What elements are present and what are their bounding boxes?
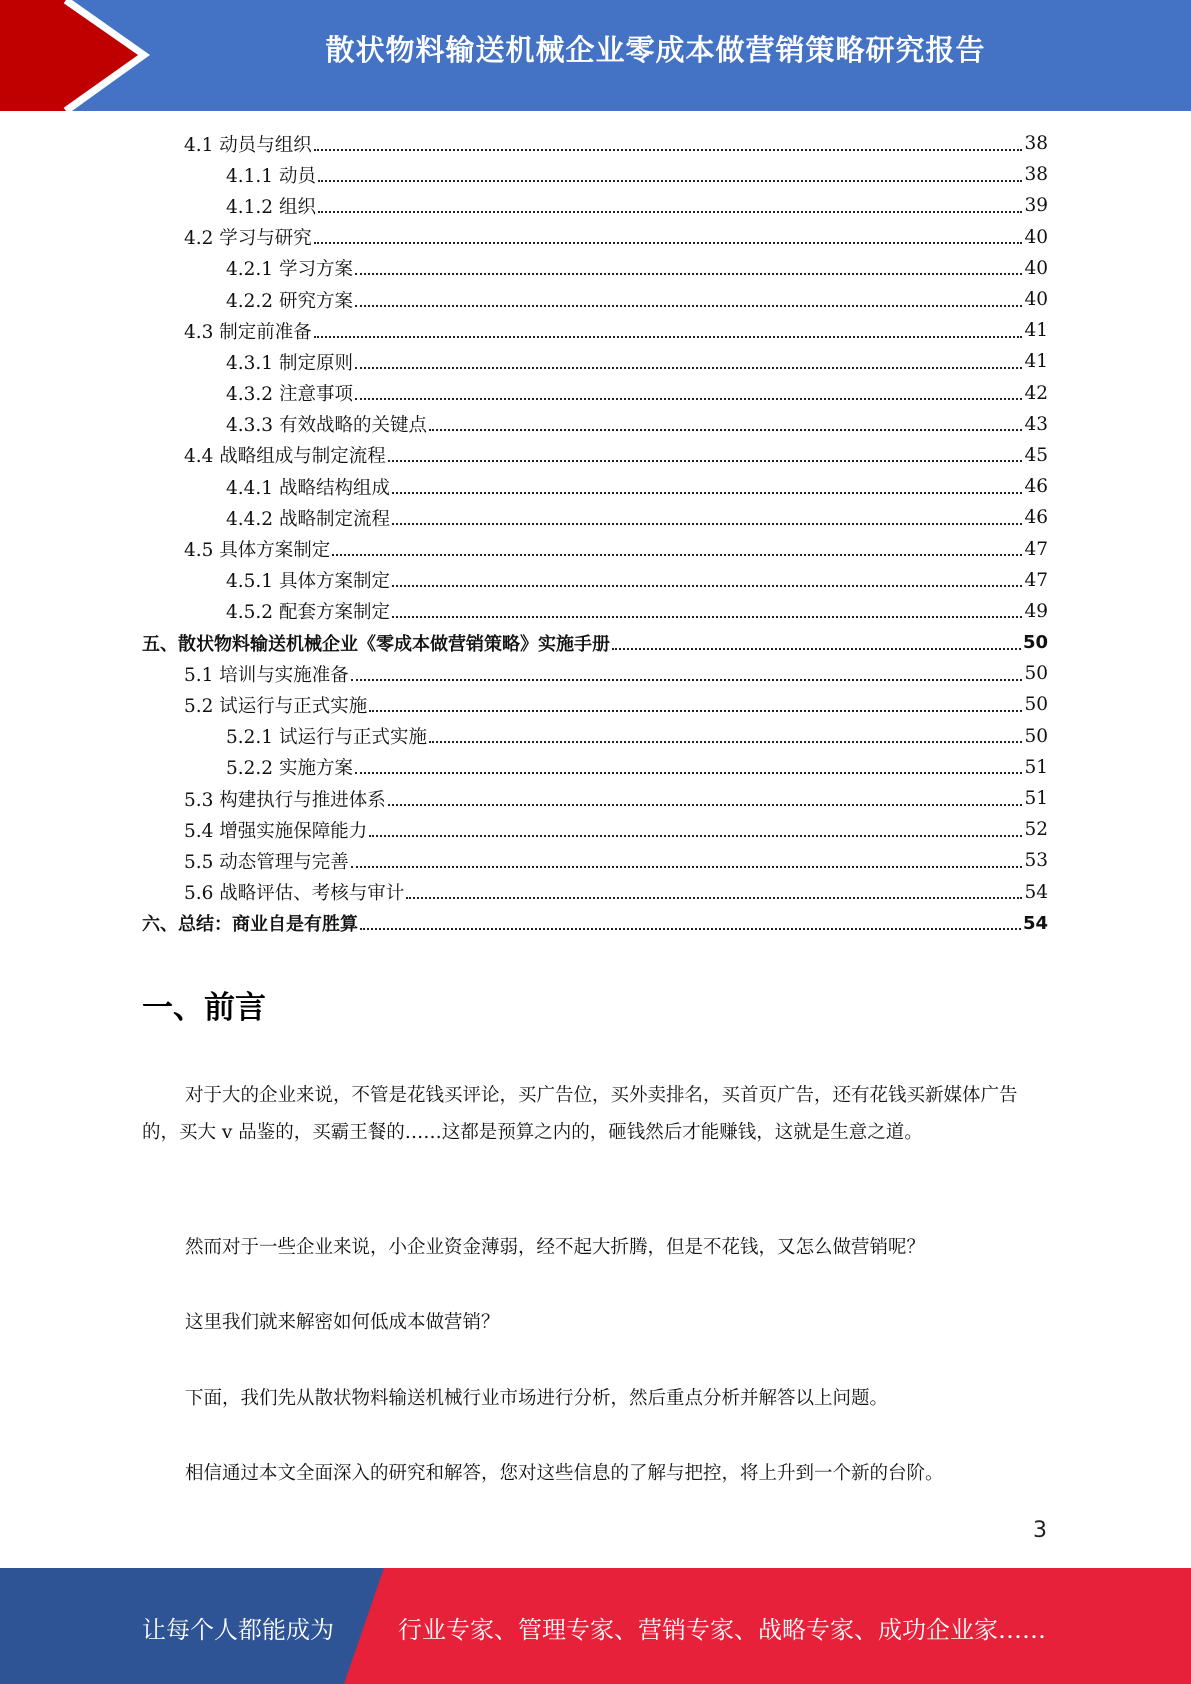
toc-entry[interactable]	[142, 752, 1048, 783]
toc-entry[interactable]	[142, 689, 1048, 720]
section-heading: 一、前言	[142, 990, 266, 1026]
toc-leader-dots	[392, 492, 1022, 494]
toc-entry-label: 六、总结：商业自是有胜算	[142, 914, 358, 936]
toc-entry-page: 41	[1024, 351, 1048, 373]
toc-entry[interactable]	[142, 315, 1048, 346]
toc-leader-dots	[351, 866, 1023, 868]
toc-leader-dots	[392, 585, 1022, 587]
toc-entry-label: 5.5 动态管理与完善	[184, 851, 349, 873]
toc-entry-page: 46	[1024, 507, 1048, 529]
toc-entry[interactable]	[142, 845, 1048, 876]
toc-entry-page: 41	[1024, 320, 1048, 342]
toc-entry[interactable]	[142, 128, 1048, 159]
toc-entry[interactable]	[142, 565, 1048, 596]
toc-entry[interactable]	[142, 471, 1048, 502]
table-of-contents	[142, 128, 1048, 939]
toc-entry-label: 4.1.1 动员	[226, 165, 316, 187]
toc-leader-dots	[360, 928, 1021, 930]
toc-entry-page: 50	[1024, 725, 1048, 747]
toc-entry[interactable]	[142, 502, 1048, 533]
toc-entry[interactable]	[142, 378, 1048, 409]
toc-entry-page: 47	[1024, 569, 1048, 591]
toc-leader-dots	[351, 679, 1023, 681]
body-paragraph: 然而对于一些企业来说，小企业资金薄弱，经不起大折腾，但是不花钱，又怎么做营销呢？	[185, 1237, 926, 1258]
report-title: 散状物料输送机械企业零成本做营销策略研究报告	[325, 33, 986, 67]
toc-leader-dots	[429, 429, 1022, 431]
toc-entry-label: 5.1 培训与实施准备	[184, 664, 349, 686]
toc-entry[interactable]	[142, 222, 1048, 253]
toc-entry[interactable]	[142, 596, 1048, 627]
toc-entry[interactable]	[142, 877, 1048, 908]
toc-entry[interactable]	[142, 190, 1048, 221]
toc-leader-dots	[612, 648, 1021, 650]
toc-entry-page: 46	[1024, 476, 1048, 498]
toc-entry-page: 54	[1022, 912, 1048, 934]
body-paragraph: 对于大的企业来说，不管是花钱买评论，买广告位，买外卖排名，买首页广告，还有花钱买新媒体广告的，买大 v 品鉴的，买霸王餐的……这都是预算之内的，砸钱然后才能赚钱，这就是生意之道。	[142, 1085, 1018, 1143]
toc-leader-dots	[429, 741, 1022, 743]
toc-entry-page: 54	[1024, 881, 1048, 903]
toc-entry-label: 4.5.2 配套方案制定	[226, 602, 390, 624]
toc-entry[interactable]	[142, 814, 1048, 845]
toc-leader-dots	[388, 460, 1023, 462]
toc-entry[interactable]	[142, 783, 1048, 814]
toc-entry[interactable]	[142, 284, 1048, 315]
toc-leader-dots	[332, 554, 1022, 556]
toc-leader-dots	[369, 710, 1022, 712]
toc-entry-page: 53	[1024, 850, 1048, 872]
toc-leader-dots	[392, 523, 1022, 525]
toc-entry-page: 45	[1024, 444, 1048, 466]
toc-entry-page: 51	[1024, 756, 1048, 778]
toc-entry-label: 4.3 制定前准备	[184, 321, 312, 343]
toc-entry[interactable]	[142, 721, 1048, 752]
page-header	[0, 0, 1191, 111]
toc-leader-dots	[355, 305, 1023, 307]
toc-leader-dots	[388, 804, 1023, 806]
toc-entry-page: 50	[1024, 663, 1048, 685]
footer-slogan-right: 行业专家、管理专家、营销专家、战略专家、成功企业家……	[398, 1616, 1046, 1644]
toc-entry-label: 5.6 战略评估、考核与审计	[184, 883, 405, 905]
toc-entry-page: 50	[1024, 694, 1048, 716]
toc-entry[interactable]	[142, 908, 1048, 939]
toc-leader-dots	[369, 835, 1022, 837]
toc-entry-label: 4.5 具体方案制定	[184, 540, 331, 562]
footer-slogan-left: 让每个人都能成为	[142, 1616, 334, 1644]
toc-entry-label: 5.3 构建执行与推进体系	[184, 789, 386, 811]
toc-entry-page: 43	[1024, 413, 1048, 435]
toc-entry[interactable]	[142, 346, 1048, 377]
toc-entry-page: 47	[1024, 538, 1048, 560]
toc-entry-page: 38	[1024, 164, 1048, 186]
toc-leader-dots	[355, 772, 1023, 774]
toc-leader-dots	[318, 211, 1023, 213]
toc-entry-label: 4.2 学习与研究	[184, 228, 312, 250]
body-paragraph: 这里我们就来解密如何低成本做营销？	[185, 1312, 500, 1333]
toc-leader-dots	[355, 398, 1023, 400]
toc-entry[interactable]	[142, 658, 1048, 689]
toc-entry-page: 42	[1024, 382, 1048, 404]
toc-entry-page: 49	[1024, 600, 1048, 622]
body-paragraph: 下面，我们先从散状物料输送机械行业市场进行分析，然后重点分析并解答以上问题。	[185, 1388, 889, 1409]
toc-entry-label: 五、散状物料输送机械企业《零成本做营销策略》实施手册	[142, 633, 610, 655]
page-footer	[0, 1568, 1191, 1684]
toc-leader-dots	[314, 336, 1023, 338]
toc-entry-label: 5.4 增强实施保障能力	[184, 820, 368, 842]
toc-entry-label: 4.4 战略组成与制定流程	[184, 446, 386, 468]
toc-entry-label: 4.3.3 有效战略的关键点	[226, 415, 427, 437]
body-paragraph: 相信通过本文全面深入的研究和解答，您对这些信息的了解与把控，将上升到一个新的台阶。	[185, 1463, 944, 1484]
toc-leader-dots	[355, 273, 1023, 275]
toc-leader-dots	[314, 149, 1023, 151]
toc-leader-dots	[314, 242, 1023, 244]
toc-entry-page: 38	[1024, 133, 1048, 155]
toc-leader-dots	[406, 897, 1022, 899]
toc-entry-page: 39	[1024, 195, 1048, 217]
toc-entry-page: 51	[1024, 788, 1048, 810]
toc-entry-label: 4.3.2 注意事项	[226, 384, 353, 406]
toc-entry-label: 4.3.1 制定原则	[226, 352, 353, 374]
toc-entry-label: 5.2.2 实施方案	[226, 758, 353, 780]
toc-entry-label: 5.2 试运行与正式实施	[184, 695, 368, 717]
toc-leader-dots	[318, 180, 1023, 182]
toc-entry-label: 5.2.1 试运行与正式实施	[226, 727, 427, 749]
toc-entry-label: 4.4.1 战略结构组成	[226, 477, 390, 499]
toc-entry-page: 40	[1024, 289, 1048, 311]
toc-entry-page: 40	[1024, 257, 1048, 279]
toc-entry-label: 4.5.1 具体方案制定	[226, 571, 390, 593]
toc-entry[interactable]	[142, 159, 1048, 190]
toc-entry[interactable]	[142, 409, 1048, 440]
toc-entry-label: 4.2.2 研究方案	[226, 290, 353, 312]
toc-entry[interactable]	[142, 627, 1048, 658]
toc-entry[interactable]	[142, 440, 1048, 471]
toc-entry-page: 40	[1024, 226, 1048, 248]
toc-leader-dots	[392, 616, 1022, 618]
toc-entry[interactable]	[142, 533, 1048, 564]
page-number: 3	[1033, 1518, 1047, 1543]
toc-entry-label: 4.1.2 组织	[226, 196, 316, 218]
toc-entry[interactable]	[142, 253, 1048, 284]
toc-entry-label: 4.4.2 战略制定流程	[226, 508, 390, 530]
toc-entry-label: 4.1 动员与组织	[184, 134, 312, 156]
toc-entry-label: 4.2.1 学习方案	[226, 259, 353, 281]
toc-entry-page: 52	[1024, 819, 1048, 841]
toc-entry-page: 50	[1022, 632, 1048, 654]
toc-leader-dots	[355, 367, 1023, 369]
